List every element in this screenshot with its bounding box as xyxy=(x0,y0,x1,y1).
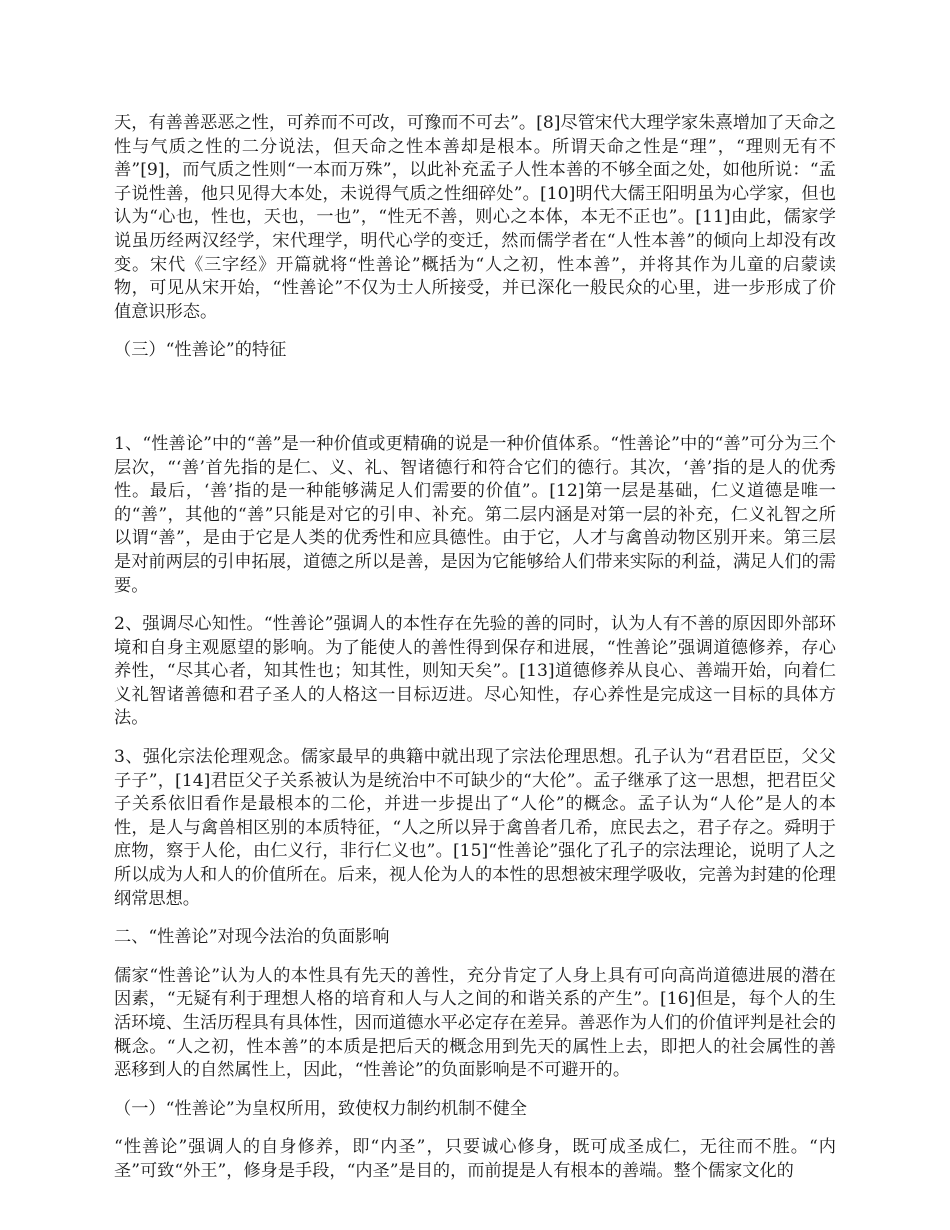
body-paragraph: 2、强调尽心知性。“性善论”强调人的本性存在先验的善的同时，认为人有不善的原因即外部环境和自身主观愿望的影响。为了能使人的善性得到保存和进展，“性善论”强调道德修养，存心养性，“尽其心者，知其性也；知其性，则知天矣”。[13]道德修养从良心、善端开始，向着仁义礼智诸善德和君子圣人的人格这一目标迈进。尽心知性，存心养性是完成这一目标的具体方法。 xyxy=(114,614,836,729)
section-heading: 二、“性善论”对现今法治的负面影响 xyxy=(114,927,390,948)
body-paragraph: 儒家“性善论”认为人的本性具有先天的善性，充分肯定了人身上具有可向高尚道德进展的潜在因素，“无疑有利于理想人格的培育和人与人之间的和谐关系的产生”。[16]但是，每个人的生活环境、生活历程具有具体性，因而道德水平必定存在差异。善恶作为人们的价值评判是社会的概念。“人之初，性本善”的本质是把后天的概念用到先天的属性上去，即把人的社会属性的善恶移到人的自然属性上，因此，“性善论”的负面影响是不可避开的。 xyxy=(114,965,836,1081)
section-heading: （三）“性善论”的特征 xyxy=(114,340,287,361)
section-heading: （一）“性善论”为皇权所用，致使权力制约机制不健全 xyxy=(114,1098,527,1119)
body-paragraph: 1、“性善论”中的“善”是一种价值或更精确的说是一种价值体系。“性善论”中的“善”可分为三个层次，“‘善’首先指的是仁、义、礼、智诸德行和符合它们的德行。其次，‘善’指的是人的优秀性。最后，‘善’指的是一种能够满足人们需要的价值”。[12]第一层是基础，仁义道德是唯一的“善”，其他的“善”只能是对它的引申、补充。第二层内涵是对第一层的补充，仁义礼智之所以谓“善”，是由于它是人类的优秀性和应具德性。由于它，人才与禽兽动物区别开来。第三层是对前两层的引申拓展，道德之所以是善，是因为它能够给人们带来实际的利益，满足人们的需要。 xyxy=(114,433,836,596)
blank-space xyxy=(114,378,836,433)
body-paragraph: “性善论”强调人的自身修养，即“内圣”，只要诚心修身，既可成圣成仁，无往而不胜。“内圣”可致“外王”，修身是手段，“内圣”是目的，而前提是人有根本的善端。整个儒家文化的 xyxy=(114,1137,836,1181)
body-paragraph: 3、强化宗法伦理观念。儒家最早的典籍中就出现了宗法伦理思想。孔子认为“君君臣臣，父父子子”，[14]君臣父子关系被认为是统治中不可缺少的“大伦”。孟子继承了这一思想，把君臣父子关系依旧看作是最根本的二伦，并进一步提出了“人伦”的概念。孟子认为“人伦”是人的本性，是人与禽兽相区别的本质特征，“人之所以异于禽兽者几希，庶民去之，君子存之。舜明于庶物，察于人伦，由仁义行，非行仁义也”。[15]“性善论”强化了孔子的宗法理论，说明了人之所以成为人和人的价值所在。后来，视人伦为人的本性的思想被宋理学吸收，完善为封建的伦理纲常思想。 xyxy=(114,747,836,909)
body-paragraph: 天，有善善恶恶之性，可养而不可改，可豫而不可去”。[8]尽管宋代大理学家朱熹增加了天命之性与气质之性的二分说法，但天命之性本善却是根本。所谓天命之性是“理”，“理则无有不善”[9]，而气质之性则“一本而万殊”，以此补充孟子人性本善的不够全面之处，如他所说：“孟子说性善，他只见得大本处，未说得气质之性细碎处”。[10]明代大儒王阳明虽为心学家，但也认为“心也，性也，天也，一也”，“性无不善，则心之本体，本无不正也”。[11]由此，儒家学说虽历经两汉经学，宋代理学，明代心学的变迁，然而儒学者在“人性本善”的倾向上却没有改变。宋代《三字经》开篇就将“性善论”概括为“人之初，性本善”，并将其作为儿童的启蒙读物，可见从宋开始，“性善论”不仅为士人所接受，并已深化一般民众的心里，进一步形成了价值意识形态。 xyxy=(114,113,836,322)
